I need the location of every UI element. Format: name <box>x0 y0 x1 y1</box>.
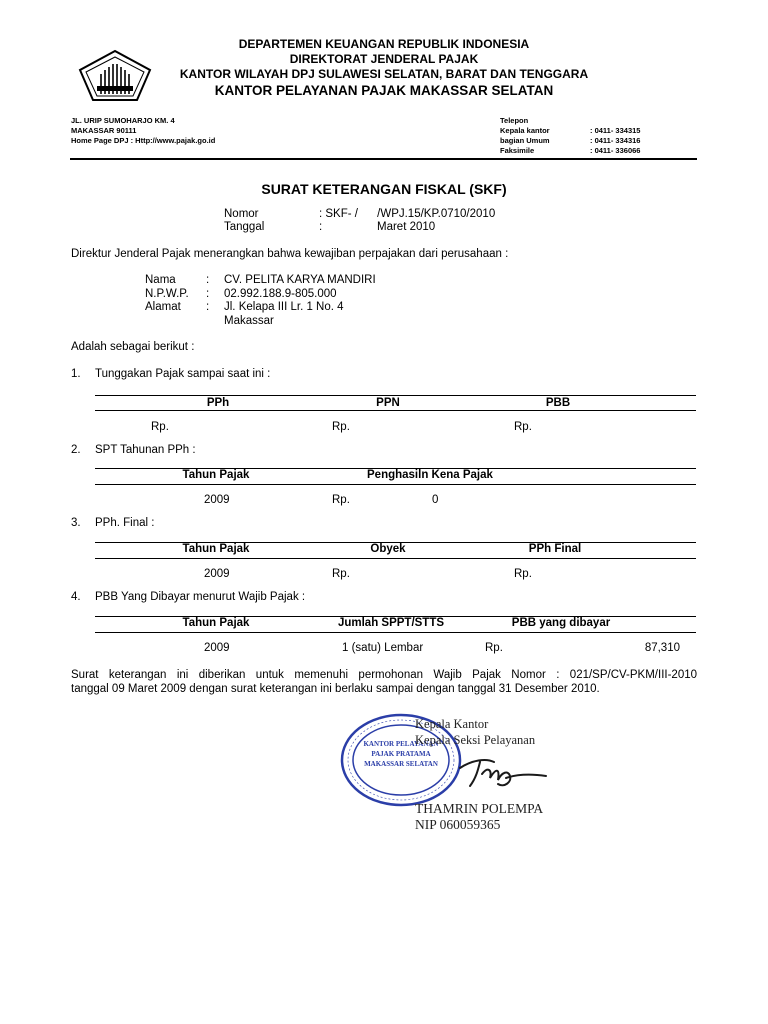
table-header: PBB <box>545 397 571 409</box>
stamp-text: PAJAK PRATAMA <box>371 750 431 758</box>
header-divider <box>70 158 697 160</box>
table-cell: 2009 <box>204 642 230 654</box>
table-header: Penghasiln Kena Pajak <box>367 469 493 481</box>
table-cell: Rp. <box>151 421 169 433</box>
table-header: Jumlah SPPT/STTS <box>337 617 445 629</box>
nama-label: Nama <box>145 274 176 286</box>
colon: : <box>206 288 210 300</box>
table-cell: 1 (satu) Lembar <box>342 642 424 654</box>
table-cell: Rp. <box>332 568 350 580</box>
table-cell: Rp. <box>514 568 532 580</box>
contact-value: : 0411- 334315 <box>590 126 641 135</box>
letterhead-line1: DEPARTEMEN KEUANGAN REPUBLIK INDONESIA <box>238 37 530 51</box>
table-header-rule <box>95 484 696 485</box>
table-cell: 2009 <box>204 494 230 506</box>
intro-text: Direktur Jenderal Pajak menerangkan bahwa kewajiban perpajakan dari perusahaan : <box>71 248 509 260</box>
contact-heading: Telepon <box>500 116 529 125</box>
table-header: PPh <box>206 397 230 409</box>
letterhead-line2: DIREKTORAT JENDERAL PAJAK <box>289 52 479 66</box>
signer-role: Kepala Kantor <box>415 717 489 731</box>
contact-value: : 0411- 336066 <box>590 146 641 155</box>
table-header-rule <box>95 632 696 633</box>
signer-name: THAMRIN POLEMPA <box>415 801 544 816</box>
table-header: Obyek <box>370 543 406 555</box>
alamat-label: Alamat <box>145 301 181 313</box>
address-homepage[interactable]: Home Page DPJ : Http://www.pajak.go.id <box>71 136 216 145</box>
signer-nip: NIP 060059365 <box>415 817 501 832</box>
table-header: PBB yang dibayar <box>511 617 611 629</box>
table-header-rule <box>95 558 696 559</box>
table-cell: Rp. <box>514 421 532 433</box>
tanggal-value: Maret 2010 <box>377 221 436 233</box>
table-cell: 87,310 <box>644 642 680 654</box>
document-title: SURAT KETERANGAN FISKAL (SKF) <box>261 181 507 197</box>
colon: : <box>206 274 210 286</box>
alamat-value: Jl. Kelapa III Lr. 1 No. 4 <box>224 301 344 313</box>
letterhead-line4: KANTOR PELAYANAN PAJAK MAKASSAR SELATAN <box>214 83 554 98</box>
nomor-label: Nomor <box>224 208 259 220</box>
table-cell: Rp. <box>332 421 350 433</box>
section-number: 3. <box>71 517 81 529</box>
table-cell: Rp. <box>485 642 503 654</box>
table-header: Tahun Pajak <box>182 469 250 481</box>
contact-label: Faksimile <box>500 146 535 155</box>
section-number: 2. <box>71 444 81 456</box>
table-header-rule <box>95 410 696 411</box>
table-top-rule <box>95 395 696 396</box>
stamp-text: KANTOR PELAYANAN <box>363 740 439 748</box>
nomor-value: : SKF- / /WPJ.15/KP.0710/2010 <box>319 208 496 220</box>
address-city: MAKASSAR 90111 <box>71 126 137 135</box>
tanggal-colon: : <box>319 221 323 233</box>
closing-line1: Surat keterangan ini diberikan untuk memenuhi permohonan Wajib Pajak Nomor : 021/SP/CV-PKM/III-2010 <box>71 669 697 681</box>
lead-text: Adalah sebagai berikut : <box>71 341 195 353</box>
table-header: Tahun Pajak <box>182 617 250 629</box>
table-header: Tahun Pajak <box>182 543 250 555</box>
closing-line2: tanggal 09 Maret 2009 dengan surat keterangan ini berlaku sampai dengan tanggal 31 Desember 2010. <box>71 683 600 695</box>
colon: : <box>206 301 210 313</box>
table-header: PPN <box>376 397 400 409</box>
npwp-label: N.P.W.P. <box>145 288 189 300</box>
table-header: PPh Final <box>528 543 582 555</box>
section-title: PPh. Final : <box>95 517 155 529</box>
section-number: 1. <box>71 368 81 380</box>
contact-label: bagian Umum <box>500 136 550 145</box>
contact-label: Kepala kantor <box>500 126 550 135</box>
alamat-value: Makassar <box>224 315 274 327</box>
address-street: JL. URIP SUMOHARJO KM. 4 <box>71 116 175 125</box>
section-title: SPT Tahunan PPh : <box>95 444 196 456</box>
signer-role: Kepala Seksi Pelayanan <box>415 733 536 747</box>
contact-value: : 0411- 334316 <box>590 136 641 145</box>
table-cell: Rp. <box>332 494 350 506</box>
handwritten-signature <box>452 752 552 792</box>
table-cell: 0 <box>432 494 439 506</box>
nama-value: CV. PELITA KARYA MANDIRI <box>224 274 376 286</box>
letterhead-line3: KANTOR WILAYAH DPJ SULAWESI SELATAN, BARAT DAN TENGGARA <box>179 67 589 81</box>
section-title: Tunggakan Pajak sampai saat ini : <box>95 368 271 380</box>
tanggal-label: Tanggal <box>224 221 265 233</box>
section-number: 4. <box>71 591 81 603</box>
section-title: PBB Yang Dibayar menurut Wajib Pajak : <box>95 591 306 603</box>
stamp-text: MAKASSAR SELATAN <box>364 760 438 768</box>
npwp-value: 02.992.188.9-805.000 <box>224 288 337 300</box>
table-cell: 2009 <box>204 568 230 580</box>
